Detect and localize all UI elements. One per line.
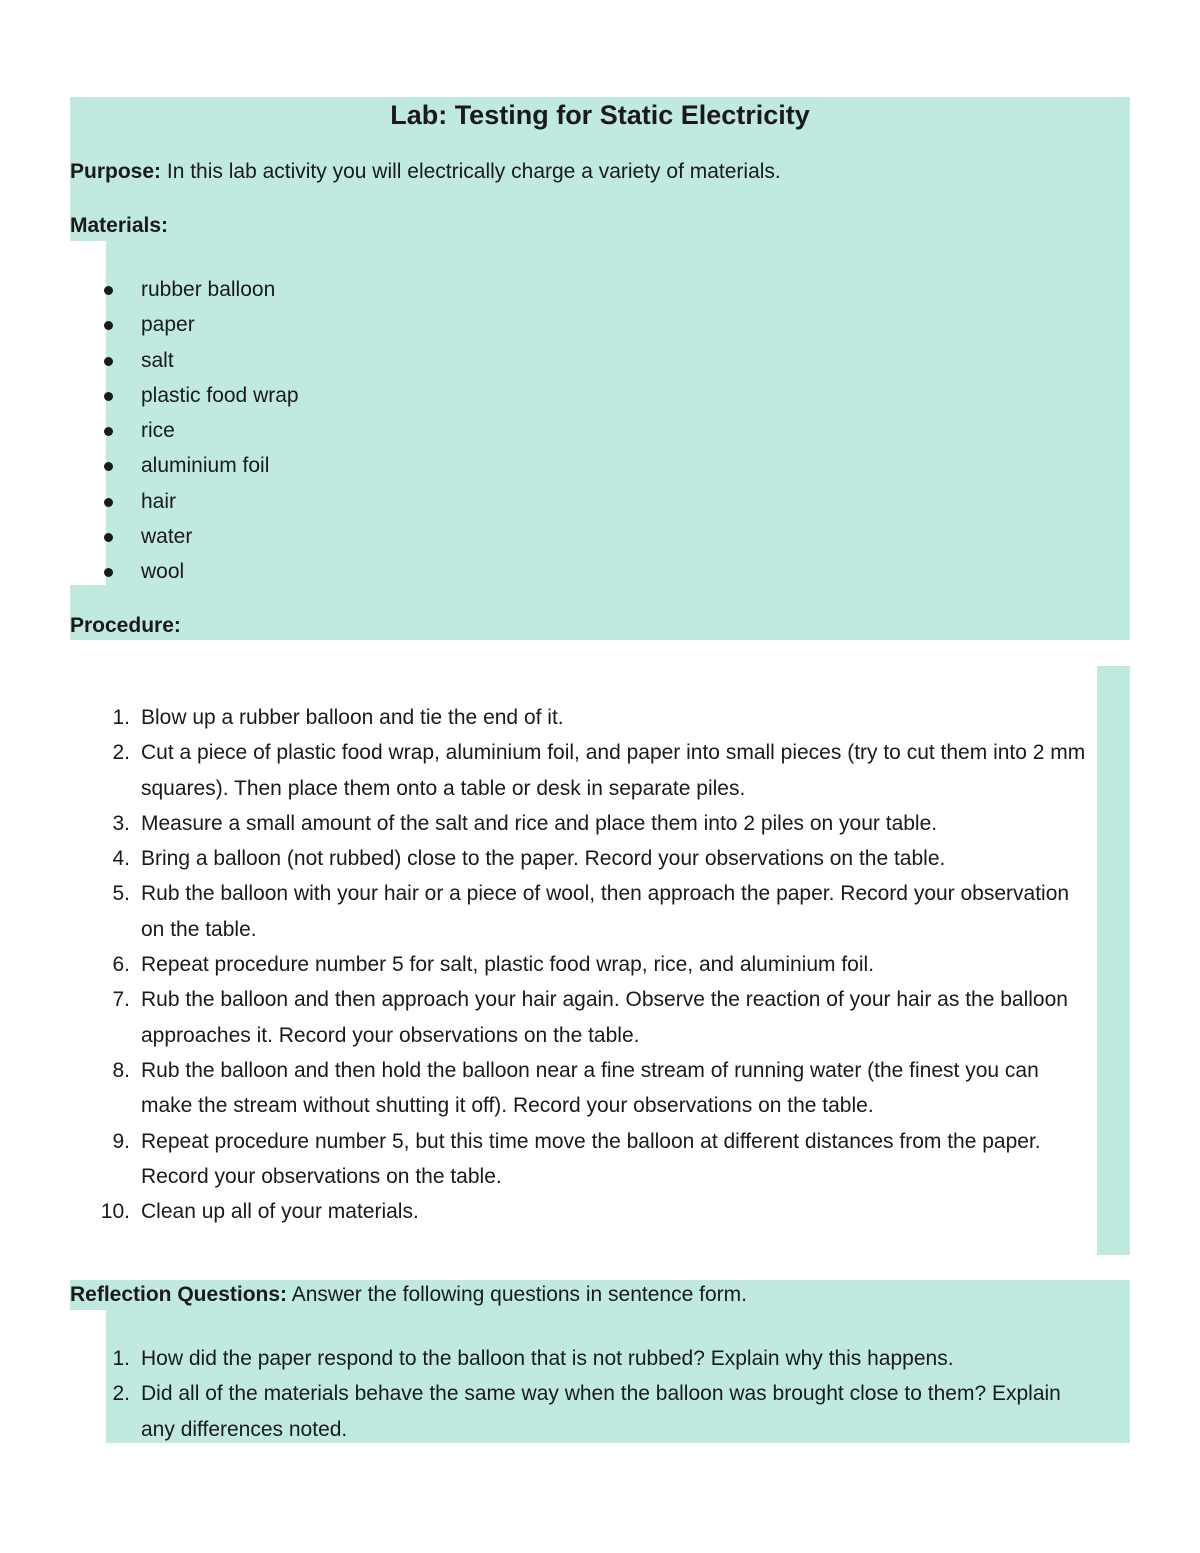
materials-list (70, 272, 299, 590)
reflection-label: Reflection Questions: (70, 1283, 288, 1306)
procedure-label: Procedure: (70, 614, 181, 637)
procedure-step: 8. Rub the balloon and then hold the balloon near a fine stream of running water (the finest you can make the stream without shutting it off). Record your observations on the table. (112, 1058, 1039, 1118)
list-item: salt (70, 343, 299, 378)
procedure-step: 10. Clean up all of your materials. (100, 1200, 419, 1224)
purpose-label: Purpose: (70, 160, 162, 183)
bullet-icon (104, 321, 113, 330)
procedure-step: 2. Cut a piece of plastic food wrap, aluminium foil, and paper into small pieces (try to cut them into 2 mm squares). Then place them onto a table or desk in separate piles. (112, 741, 1086, 800)
bullet-icon (104, 392, 113, 401)
reflection-line (70, 1281, 747, 1309)
reflection-question: 1. How did the paper respond to the balloon that is not rubbed? Explain why this happens. (112, 1347, 954, 1370)
highlight-procedure-side (1097, 666, 1130, 1255)
procedure-step: 7. Rub the balloon and then approach your hair again. Observe the reaction of your hair as the balloon approaches it. Record your observations on the table. (112, 988, 1068, 1047)
procedure-heading (70, 612, 181, 640)
list-item: water (70, 519, 299, 554)
reflection-question: 2. Did all of the materials behave the same way when the balloon was brought close to them? Explain any differences noted. (112, 1382, 1061, 1441)
bullet-icon (104, 286, 113, 295)
procedure-step: 1. Blow up a rubber balloon and tie the end of it. (112, 706, 564, 729)
purpose-line (70, 158, 781, 186)
bullet-icon (104, 498, 113, 507)
purpose-text: In this lab activity you will electrically charge a variety of materials. (166, 160, 781, 183)
list-item: paper (70, 307, 299, 342)
reflection-questions-list (70, 1341, 1091, 1447)
list-item: wool (70, 554, 299, 589)
procedure-step: 3. Measure a small amount of the salt and rice and place them into 2 piles on your table. (112, 811, 938, 835)
list-item: aluminium foil (70, 448, 299, 483)
highlight-procedure-label (70, 585, 1130, 640)
procedure-step: 5. Rub the balloon with your hair or a piece of wool, then approach the paper. Record your observation on the table. (112, 882, 1070, 941)
bullet-icon (104, 357, 113, 366)
procedure-step: 9. Repeat procedure number 5, but this time move the balloon at different distances from the paper. Record your observations on the table. (112, 1129, 1041, 1188)
page-title: Lab: Testing for Static Electricity (390, 100, 810, 130)
bullet-icon (104, 427, 113, 436)
bullet-icon (104, 568, 113, 577)
procedure-step: 6. Repeat procedure number 5 for salt, plastic food wrap, rice, and aluminium foil. (112, 953, 875, 977)
bullet-icon (104, 533, 113, 542)
bullet-icon (104, 462, 113, 471)
materials-heading (70, 212, 168, 240)
list-item: plastic food wrap (70, 378, 299, 413)
list-item: rice (70, 413, 299, 448)
list-item: rubber balloon (70, 272, 299, 307)
materials-label: Materials: (70, 214, 169, 237)
procedure-list (70, 700, 1091, 1229)
procedure-step: 4. Bring a balloon (not rubbed) close to the paper. Record your observations on the table. (112, 847, 946, 871)
list-item: hair (70, 484, 299, 519)
reflection-text: Answer the following questions in sentence form. (291, 1283, 747, 1306)
